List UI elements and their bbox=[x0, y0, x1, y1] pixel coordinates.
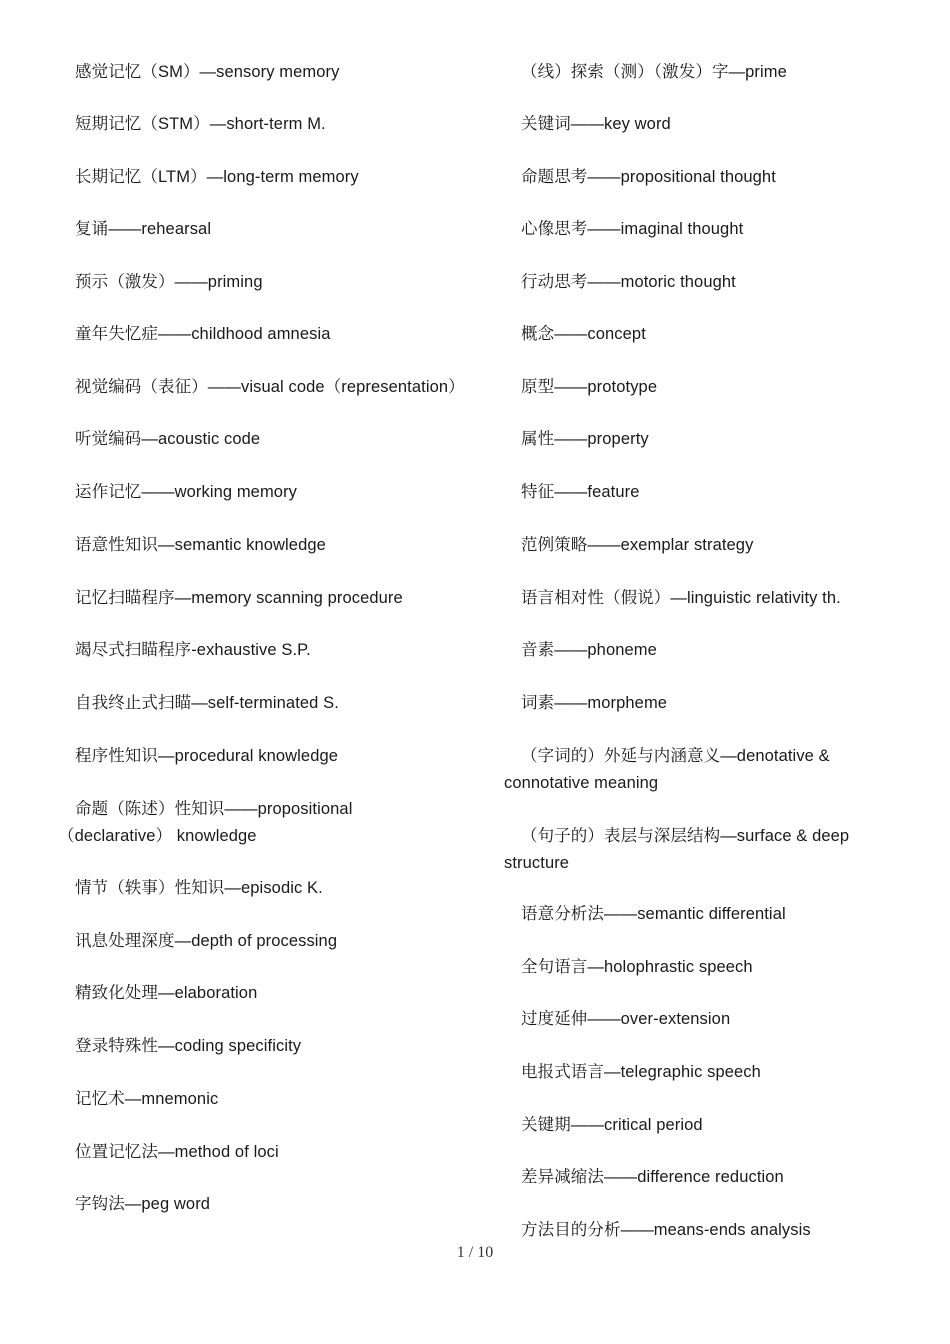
term-entry: 差异减缩法——difference reduction bbox=[521, 1168, 784, 1186]
term-entry: （线）探索（测）（激发）字—prime bbox=[521, 63, 787, 81]
term-entry: 登录特殊性—coding specificity bbox=[75, 1037, 302, 1055]
term-entry: 过度延伸——over-extension bbox=[521, 1010, 731, 1028]
term-entry: 原型——prototype bbox=[521, 378, 658, 396]
term-entry: 精致化处理—elaboration bbox=[75, 984, 258, 1002]
term-entry: 竭尽式扫瞄程序-exhaustive S.P. bbox=[75, 641, 311, 659]
term-entry: 自我终止式扫瞄—self-terminated S. bbox=[75, 694, 339, 712]
term-entry: 童年失忆症——childhood amnesia bbox=[75, 325, 331, 343]
term-entry: 关键词——key word bbox=[521, 115, 671, 133]
term-entry: 语言相对性（假说）—linguistic relativity th. bbox=[521, 589, 841, 607]
term-entry: 全句语言—holophrastic speech bbox=[521, 958, 753, 976]
term-entry: 命题（陈述）性知识——propositional（declarative） knowledge bbox=[58, 800, 353, 845]
term-entry: 情节（轶事）性知识—episodic K. bbox=[75, 879, 323, 897]
term-entry: 概念——concept bbox=[521, 325, 646, 343]
term-entry: 字钩法—peg word bbox=[75, 1195, 211, 1213]
page-indicator: 1 / 10 bbox=[456, 1244, 494, 1261]
term-entry: 音素——phoneme bbox=[521, 641, 657, 659]
term-entry: 范例策略——exemplar strategy bbox=[521, 536, 754, 554]
term-entry: 特征——feature bbox=[521, 483, 640, 501]
term-entry: 记忆术—mnemonic bbox=[75, 1090, 219, 1108]
term-entry: 程序性知识—procedural knowledge bbox=[75, 747, 339, 765]
term-entry: 电报式语言—telegraphic speech bbox=[521, 1063, 761, 1081]
term-entry: 短期记忆（STM）—short-term M. bbox=[75, 115, 326, 133]
term-entry: （字词的）外延与内涵意义—denotative & connotative meaning bbox=[504, 747, 830, 792]
term-entry: 视觉编码（表征）——visual code（representation） bbox=[75, 378, 465, 396]
term-entry: 关键期——critical period bbox=[521, 1116, 703, 1134]
term-entry: 记忆扫瞄程序—memory scanning procedure bbox=[75, 589, 403, 607]
term-entry: 长期记忆（LTM）—long-term memory bbox=[75, 168, 359, 186]
term-entry: 心像思考——imaginal thought bbox=[521, 220, 744, 238]
term-entry: 感觉记忆（SM）—sensory memory bbox=[75, 63, 340, 81]
term-entry: 预示（激发）——priming bbox=[75, 273, 263, 291]
term-entry: 方法目的分析——means-ends analysis bbox=[521, 1221, 811, 1239]
term-entry: 位置记忆法—method of loci bbox=[75, 1143, 279, 1161]
term-entry: 复诵——rehearsal bbox=[75, 220, 212, 238]
term-entry: 听觉编码—acoustic code bbox=[75, 430, 261, 448]
term-entry: 语意性知识—semantic knowledge bbox=[75, 536, 326, 554]
term-entry: 讯息处理深度—depth of processing bbox=[75, 932, 338, 950]
term-entry: 行动思考——motoric thought bbox=[521, 273, 736, 291]
term-entry: 词素——morpheme bbox=[521, 694, 668, 712]
term-entry: 属性——property bbox=[521, 430, 649, 448]
term-entry: 运作记忆——working memory bbox=[75, 483, 298, 501]
term-entry: 语意分析法——semantic differential bbox=[521, 905, 786, 923]
term-entry: （句子的）表层与深层结构—surface & deep structure bbox=[504, 827, 850, 872]
term-entry: 命题思考——propositional thought bbox=[521, 168, 776, 186]
